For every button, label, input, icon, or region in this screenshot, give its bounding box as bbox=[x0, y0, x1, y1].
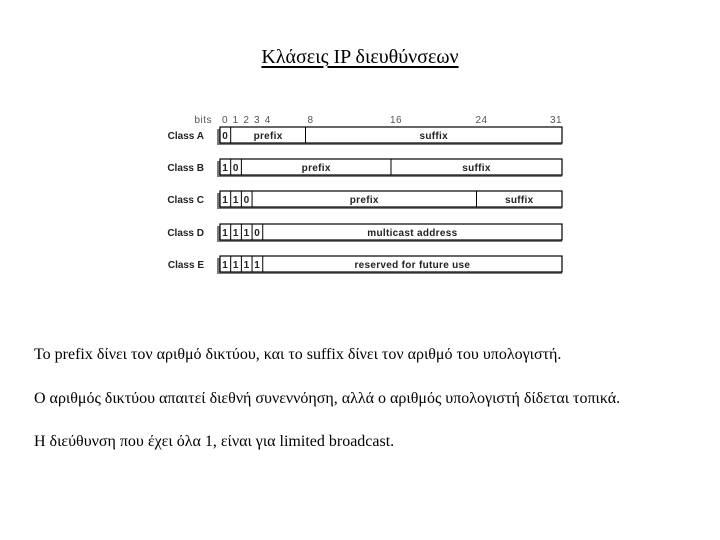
class-a-field-suffix: suffix bbox=[419, 131, 448, 142]
bits-axis-label: bits bbox=[194, 115, 212, 126]
bit-tick-31: 31 bbox=[549, 115, 563, 126]
paragraph-broadcast: Η διεύθυνση που έχει όλα 1, είναι για limited broadcast. bbox=[34, 433, 395, 450]
page-title: Κλάσεις IP διευθύνσεων bbox=[261, 46, 459, 68]
class-b-field-prefix: prefix bbox=[301, 163, 331, 174]
bit-tick-3: 3 bbox=[254, 115, 261, 126]
class-a-leading-bit-0: 0 bbox=[222, 131, 228, 142]
class-c-field-prefix: prefix bbox=[349, 195, 379, 206]
paragraph-prefix-suffix: Το prefix δίνει τον αριθμό δικτύου, και το suffix δίνει τον αριθμό του υπολογιστή. bbox=[34, 346, 562, 363]
class-e-leading-bit-1: 1 bbox=[232, 260, 239, 271]
bit-tick-1: 1 bbox=[232, 115, 239, 126]
bit-tick-24: 24 bbox=[475, 115, 488, 126]
class-e-leading-bit-2: 1 bbox=[243, 260, 250, 271]
class-d-field-multicast-address: multicast address bbox=[367, 228, 458, 239]
class-e-label: Class E bbox=[167, 260, 204, 271]
class-d-leading-bit-2: 1 bbox=[243, 228, 250, 239]
class-c-leading-bit-1: 1 bbox=[232, 195, 239, 206]
class-b-leading-bit-0: 1 bbox=[222, 163, 228, 174]
class-d-leading-bit-3: 0 bbox=[254, 228, 260, 239]
bit-tick-16: 16 bbox=[389, 115, 403, 126]
bit-tick-2: 2 bbox=[243, 115, 250, 126]
class-a-field-prefix: prefix bbox=[253, 131, 283, 142]
class-c-leading-bit-0: 1 bbox=[222, 195, 228, 206]
class-e-leading-bit-3: 1 bbox=[254, 260, 260, 271]
class-a-label: Class A bbox=[167, 131, 204, 142]
class-e-leading-bit-0: 1 bbox=[222, 260, 228, 271]
class-d-leading-bit-0: 1 bbox=[222, 228, 228, 239]
class-b-field-suffix: suffix bbox=[462, 163, 491, 174]
class-d-label: Class D bbox=[167, 228, 204, 239]
class-c-field-suffix: suffix bbox=[505, 195, 534, 206]
bit-tick-4: 4 bbox=[264, 115, 271, 126]
class-d-leading-bit-1: 1 bbox=[232, 228, 239, 239]
bit-tick-0: 0 bbox=[221, 115, 229, 126]
class-c-leading-bit-2: 0 bbox=[243, 195, 250, 206]
class-b-leading-bit-1: 0 bbox=[232, 163, 239, 174]
paragraph-network-number: Ο αριθμός δικτύου απαιτεί διεθνή συνεννόηση, αλλά ο αριθμός υπολογιστή δίδεται τοπικά. bbox=[34, 390, 621, 407]
class-c-label: Class C bbox=[167, 195, 204, 206]
class-b-label: Class B bbox=[167, 163, 204, 174]
class-e-field-reserved-for-future-use: reserved for future use bbox=[354, 260, 471, 271]
bit-tick-8: 8 bbox=[307, 115, 314, 126]
